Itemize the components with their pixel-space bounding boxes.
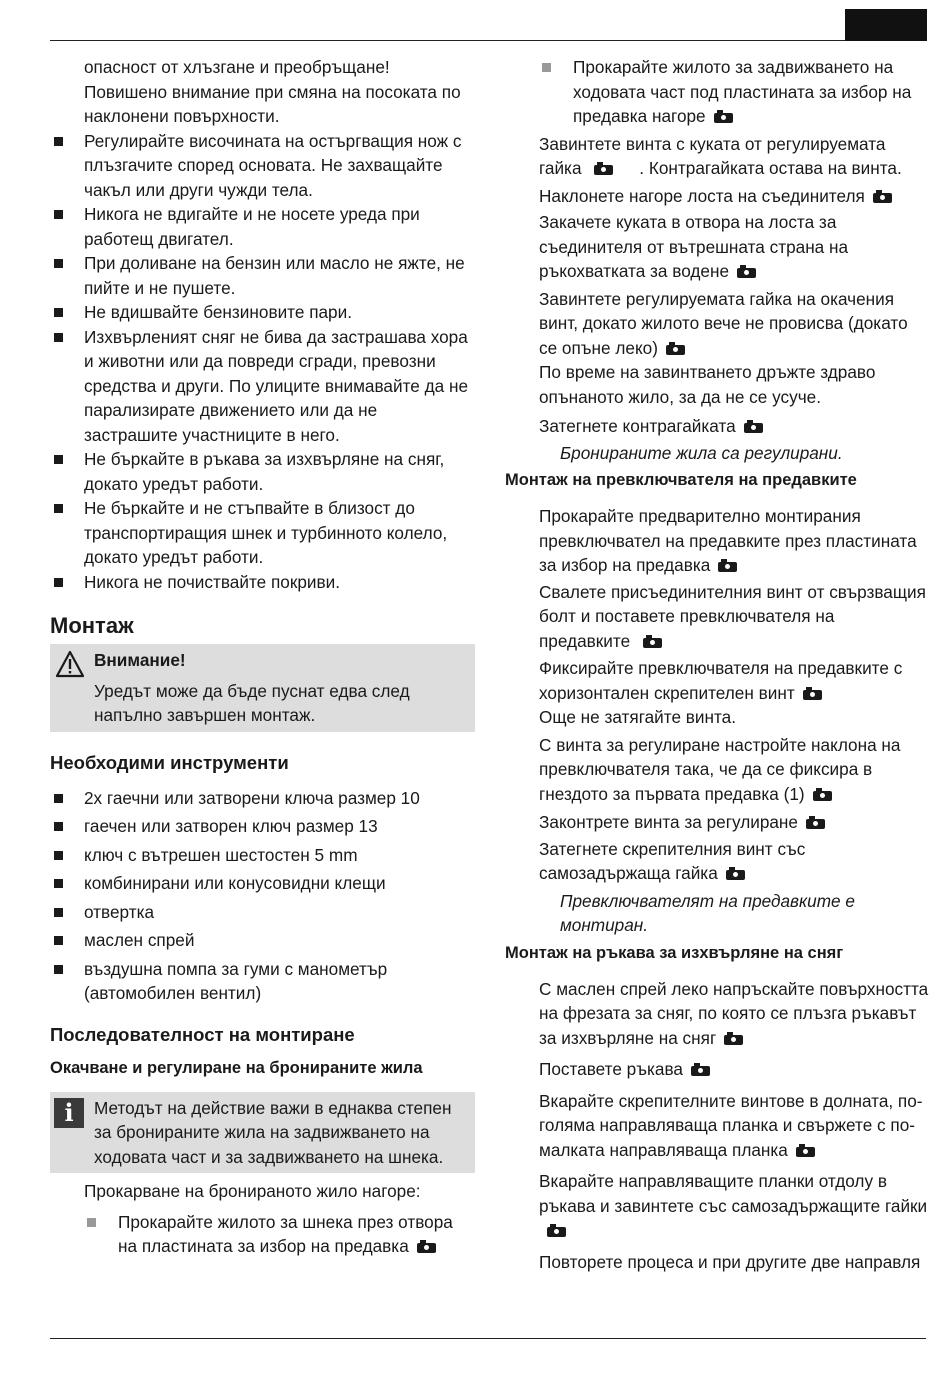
step-text: Още не затягайте винта.: [539, 707, 737, 727]
section-title-montage: Монтаж: [50, 613, 134, 638]
camera-icon: [714, 110, 733, 123]
result-text: Бронираните жила са регулирани.: [560, 442, 843, 463]
warning-box: [50, 644, 475, 732]
camera-icon: [417, 1240, 436, 1253]
bullet-square-icon: [54, 851, 63, 860]
step-text: Завинтете винта с куката от регулируемата гайка . Контрагайката остава на винта.: [539, 133, 902, 178]
step-text: Вкарайте скрепителните винтове в долната, по-голяма направляваща планка и свържете с по-малката направляваща планка: [539, 1090, 923, 1160]
tools-heading: Необходими инструменти: [50, 751, 289, 773]
camera-icon: [803, 687, 822, 700]
bullet-square-icon: [54, 333, 63, 342]
info-icon: i: [54, 1098, 84, 1128]
bullet-square-icon: [542, 63, 551, 72]
step-text: Поставете ръкава: [505, 1057, 930, 1082]
bullet-square-icon: [54, 210, 63, 219]
step-text: Вкарайте направляващите планки отдолу в ръкава и завинтете със самозадържащите гайки: [505, 1169, 930, 1243]
tools-list: [50, 786, 475, 1006]
bullet-square-icon: [54, 308, 63, 317]
list-item: Никога не вдигайте и не носете уреда при работещ двигател.: [50, 202, 475, 251]
step-text: Завинтете регулируемата гайка на окачения винт, докато жилото вече не провисва (докато се опъне леко): [539, 288, 908, 358]
info-box: [50, 1092, 475, 1174]
bullet-square-icon: [54, 504, 63, 513]
list-item: ключ с вътрешен шестостен 5 mm: [50, 843, 475, 868]
warning-title: Внимание!: [94, 650, 186, 670]
top-rule: [50, 40, 926, 41]
shifter-heading: Монтаж на превключвателя на предавките: [505, 471, 857, 489]
bullet-square-icon: [54, 259, 63, 268]
step-text: Закачете куката в отвора на лоста за съединителя от вътрешната страна на ръкохватката за водене: [539, 212, 849, 281]
right-column: [505, 55, 930, 1274]
safety-list: [50, 129, 475, 595]
camera-icon: [547, 1224, 566, 1237]
list-item: Изхвърленият сняг не бива да застрашава хора и животни или да повреди сгради, превозни средства и други. По улиците внимавайте да не парализирате движението или да не застрашите участниците в него.: [50, 325, 475, 448]
camera-icon: [594, 162, 613, 175]
camera-icon: [643, 635, 662, 648]
step-text: Свалете присъединителния винт от свързващия болт и поставете превключвателя на предавките: [539, 581, 926, 651]
step-text: С маслен спрей леко напръскайте повърхността на фрезата за сняг, по която се плъзга ръкавът за изхвърляне на сняг: [539, 978, 929, 1048]
step-text: С винта за регулиране настройте наклона на превключвателя така, че да се фиксира в гнездото за първата предавка (1): [539, 734, 901, 804]
bullet-square-icon: [54, 578, 63, 587]
camera-icon: [666, 342, 685, 355]
step-text: Затегнете контрагайката: [505, 414, 930, 439]
camera-icon: [873, 190, 892, 203]
list-item: При доливане на бензин или масло не яжте, не пийте и не пушете.: [50, 251, 475, 300]
step-text: Прокарайте предварително монтирания превключвател на предавките през пластината за избор на предавка: [539, 506, 917, 575]
bullet-square-icon: [54, 936, 63, 945]
bullet-square-icon: [54, 137, 63, 146]
list-item: Прокарайте жилото за задвижването на ходовата част под пластината за избор на предавка нагоре: [505, 55, 930, 129]
camera-icon: [737, 265, 756, 278]
list-item: отвертка: [50, 900, 475, 925]
camera-icon: [806, 816, 825, 829]
camera-icon: [796, 1144, 815, 1157]
camera-icon: [744, 420, 763, 433]
bullet-square-icon: [87, 1218, 96, 1227]
list-item: Регулирайте височината на остъргващия нож с плъзгачите според основата. Не захващайте чакъл или други чужди тела.: [50, 129, 475, 203]
result-text: Превключвателят на предавките е монтиран.: [560, 890, 855, 935]
step-text: Затегнете скрепителния винт със самозадържаща гайка: [539, 838, 806, 883]
step-text: По време на завинтването дръжте здраво опънаното жило, за да не се усуче.: [539, 362, 876, 407]
bottom-rule: [50, 1338, 926, 1339]
hang-heading: Окачване и регулиране на бронираните жила: [50, 1058, 423, 1077]
list-item: Не вдишвайте бензиновите пари.: [50, 300, 475, 325]
bullet-square-icon: [54, 879, 63, 888]
list-item: Прокарайте жилото за шнека през отвора на пластината за избор на предавка: [50, 1210, 475, 1259]
bullet-square-icon: [54, 794, 63, 803]
list-item: 2x гаечни или затворени ключа размер 10: [50, 786, 475, 811]
list-item: Никога не почиствайте покриви.: [50, 570, 475, 595]
bullet-square-icon: [54, 822, 63, 831]
warning-triangle-icon: [55, 650, 85, 678]
bullet-square-icon: [54, 965, 63, 974]
chute-heading: Монтаж на ръкава за изхвърляне на сняг: [505, 943, 844, 962]
warning-text: Уредът може да бъде пуснат едва след напълно завършен монтаж.: [94, 680, 410, 725]
camera-icon: [718, 559, 737, 572]
paragraph-continued: опасност от хлъзгане и преобръщане! Повишено внимание при смяна на посоката по наклонени повърхности.: [84, 57, 461, 126]
page-tab-marker: [845, 9, 927, 41]
list-item: Не бъркайте в ръкава за изхвърляне на сняг, докато уредът работи.: [50, 447, 475, 496]
step-text: Наклонете нагоре лоста на съединителя: [505, 184, 930, 209]
list-item: въздушна помпа за гуми с манометър (автомобилен вентил): [50, 957, 475, 1006]
camera-icon: [726, 867, 745, 880]
list-item: гаечен или затворен ключ размер 13: [50, 814, 475, 839]
camera-icon: [813, 788, 832, 801]
camera-icon: [691, 1063, 710, 1076]
left-column: [50, 55, 475, 1259]
list-item: маслен спрей: [50, 928, 475, 953]
list-item: Не бъркайте и не стъпвайте в близост до транспортиращия шнек и турбинното колело, докато уредът работи.: [50, 496, 475, 570]
step-text: Фиксирайте превключвателя на предавките с хоризонтален скрепителен винт: [539, 658, 903, 703]
step-text: Законтрете винта за регулиране: [505, 810, 930, 835]
camera-icon: [724, 1032, 743, 1045]
info-text: Методът на действие важи в еднаква степен за бронираните жила на задвижването на ходовата част и за задвижването на шнека.: [94, 1097, 452, 1167]
bullet-square-icon: [54, 455, 63, 464]
step-text: Повторете процеса и при другите две направля: [539, 1251, 921, 1272]
route-intro: Прокарване на бронираното жило нагоре:: [84, 1181, 421, 1201]
sequence-heading: Последователност на монтиране: [50, 1023, 355, 1045]
list-item: комбинирани или конусовидни клещи: [50, 871, 475, 896]
bullet-square-icon: [54, 908, 63, 917]
